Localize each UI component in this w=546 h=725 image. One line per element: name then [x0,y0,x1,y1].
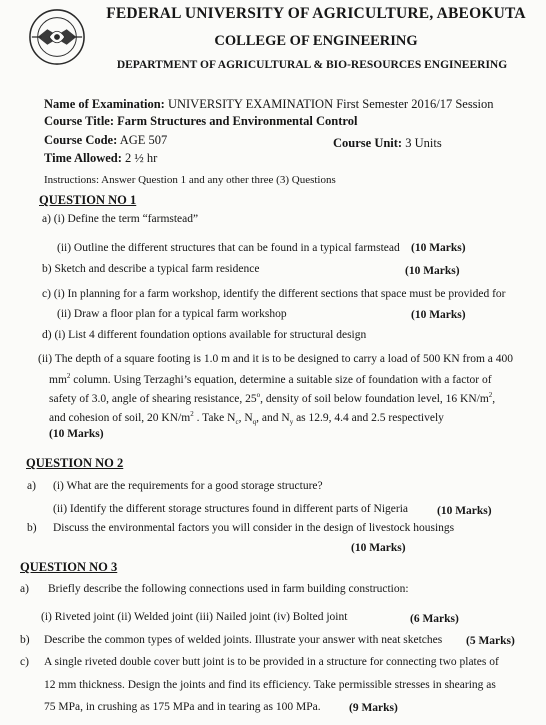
exam-name: Name of Examination: UNIVERSITY EXAMINATION First Semester 2016/17 Session [44,97,494,111]
q3-c-line3: 75 MPa, in crushing as 175 MPa and in tearing as 100 MPa. [44,701,321,713]
q3-c-line2: 12 mm thickness. Design the joints and find its efficiency. Take permissible stresses in shearing as [44,679,496,691]
q3-a-marks: (6 Marks) [410,613,459,625]
q3-b-marks: (5 Marks) [466,635,515,647]
q1-c-marks: (10 Marks) [411,309,466,321]
q1-c-ii: (ii) Draw a floor plan for a typical farm workshop [57,308,287,320]
q1-a-i: a) (i) Define the term “farmstead” [42,213,199,225]
q3-c-label: c) [20,656,29,668]
university-name: FEDERAL UNIVERSITY OF AGRICULTURE, ABEOKUTA [106,5,526,22]
course-code: Course Code: AGE 507 [44,133,168,147]
q1-d-ii-line4: and cohesion of soil, 20 $KN/m^2$ . Take $N_c$, $N_q$, and $N_y$ as 12.9, 4.4 and 2.5 respectively [49,410,444,427]
q1-c-i: c) (i) In planning for a farm workshop, identify the different sections that space must be provided for [42,288,506,300]
q3-c-marks: (9 Marks) [349,702,398,714]
q1-d-marks: (10 Marks) [49,428,104,440]
q2-b-label: b) [27,522,37,534]
q1-d-ii-line1: (ii) The depth of a square footing is 1.0 m and it is to be designed to carry a load of 500 KN from a 400 [38,353,514,365]
q3-c-line1: A single riveted double cover butt joint is to be provided in a structure for connecting two plates of [44,656,499,668]
q1-a-ii: (ii) Outline the different structures that can be found in a typical farmstead [57,242,400,254]
time-allowed: Time Allowed: 2 ½ hr [44,151,158,165]
q1-b: b) Sketch and describe a typical farm residence [42,263,260,275]
course-title: Course Title: Farm Structures and Environmental Control [44,114,358,128]
q3-b: Describe the common types of welded joints. Illustrate your answer with neat sketches [44,634,443,646]
question-1-heading: QUESTION NO 1 [39,193,137,207]
q3-a-label: a) [20,583,29,595]
q1-b-marks: (10 Marks) [405,265,460,277]
q2-b-marks: (10 Marks) [351,542,406,554]
department-name: DEPARTMENT OF AGRICULTURAL & BIO-RESOURCES ENGINEERING [116,59,508,71]
q1-d-i: d) (i) List 4 different foundation options available for structural design [42,329,367,341]
course-unit: Course Unit: 3 Units [333,136,442,150]
university-logo [28,8,86,66]
q2-a-label: a) [27,480,36,492]
q2-a-ii: (ii) Identify the different storage structures found in different parts of Nigeria [53,503,408,515]
college-name: COLLEGE OF ENGINEERING [214,33,418,49]
q2-a-i: (i) What are the requirements for a good storage structure? [53,480,323,492]
q1-d-ii-line2: $mm^2$ column. Using Terzaghi’s equation, determine a suitable size of foundation with a factor of [49,372,492,386]
q2-b: Discuss the environmental factors you will consider in the design of livestock housings [53,522,455,534]
instructions: Instructions: Answer Question 1 and any other three (3) Questions [44,174,336,186]
q3-a: Briefly describe the following connections used in farm building construction: [48,583,409,595]
question-2-heading: QUESTION NO 2 [26,456,124,470]
q3-a-items: (i) Riveted joint (ii) Welded joint (iii) Nailed joint (iv) Bolted joint [41,611,348,623]
q3-b-label: b) [20,634,30,646]
question-3-heading: QUESTION NO 3 [20,560,118,574]
q1-d-ii-line3: safety of 3.0, angle of shearing resistance, 25$^o$, density of soil below foundation level, 16 $KN/m^2$, [49,391,496,405]
q2-a-marks: (10 Marks) [437,505,492,517]
q1-a-marks: (10 Marks) [411,242,466,254]
